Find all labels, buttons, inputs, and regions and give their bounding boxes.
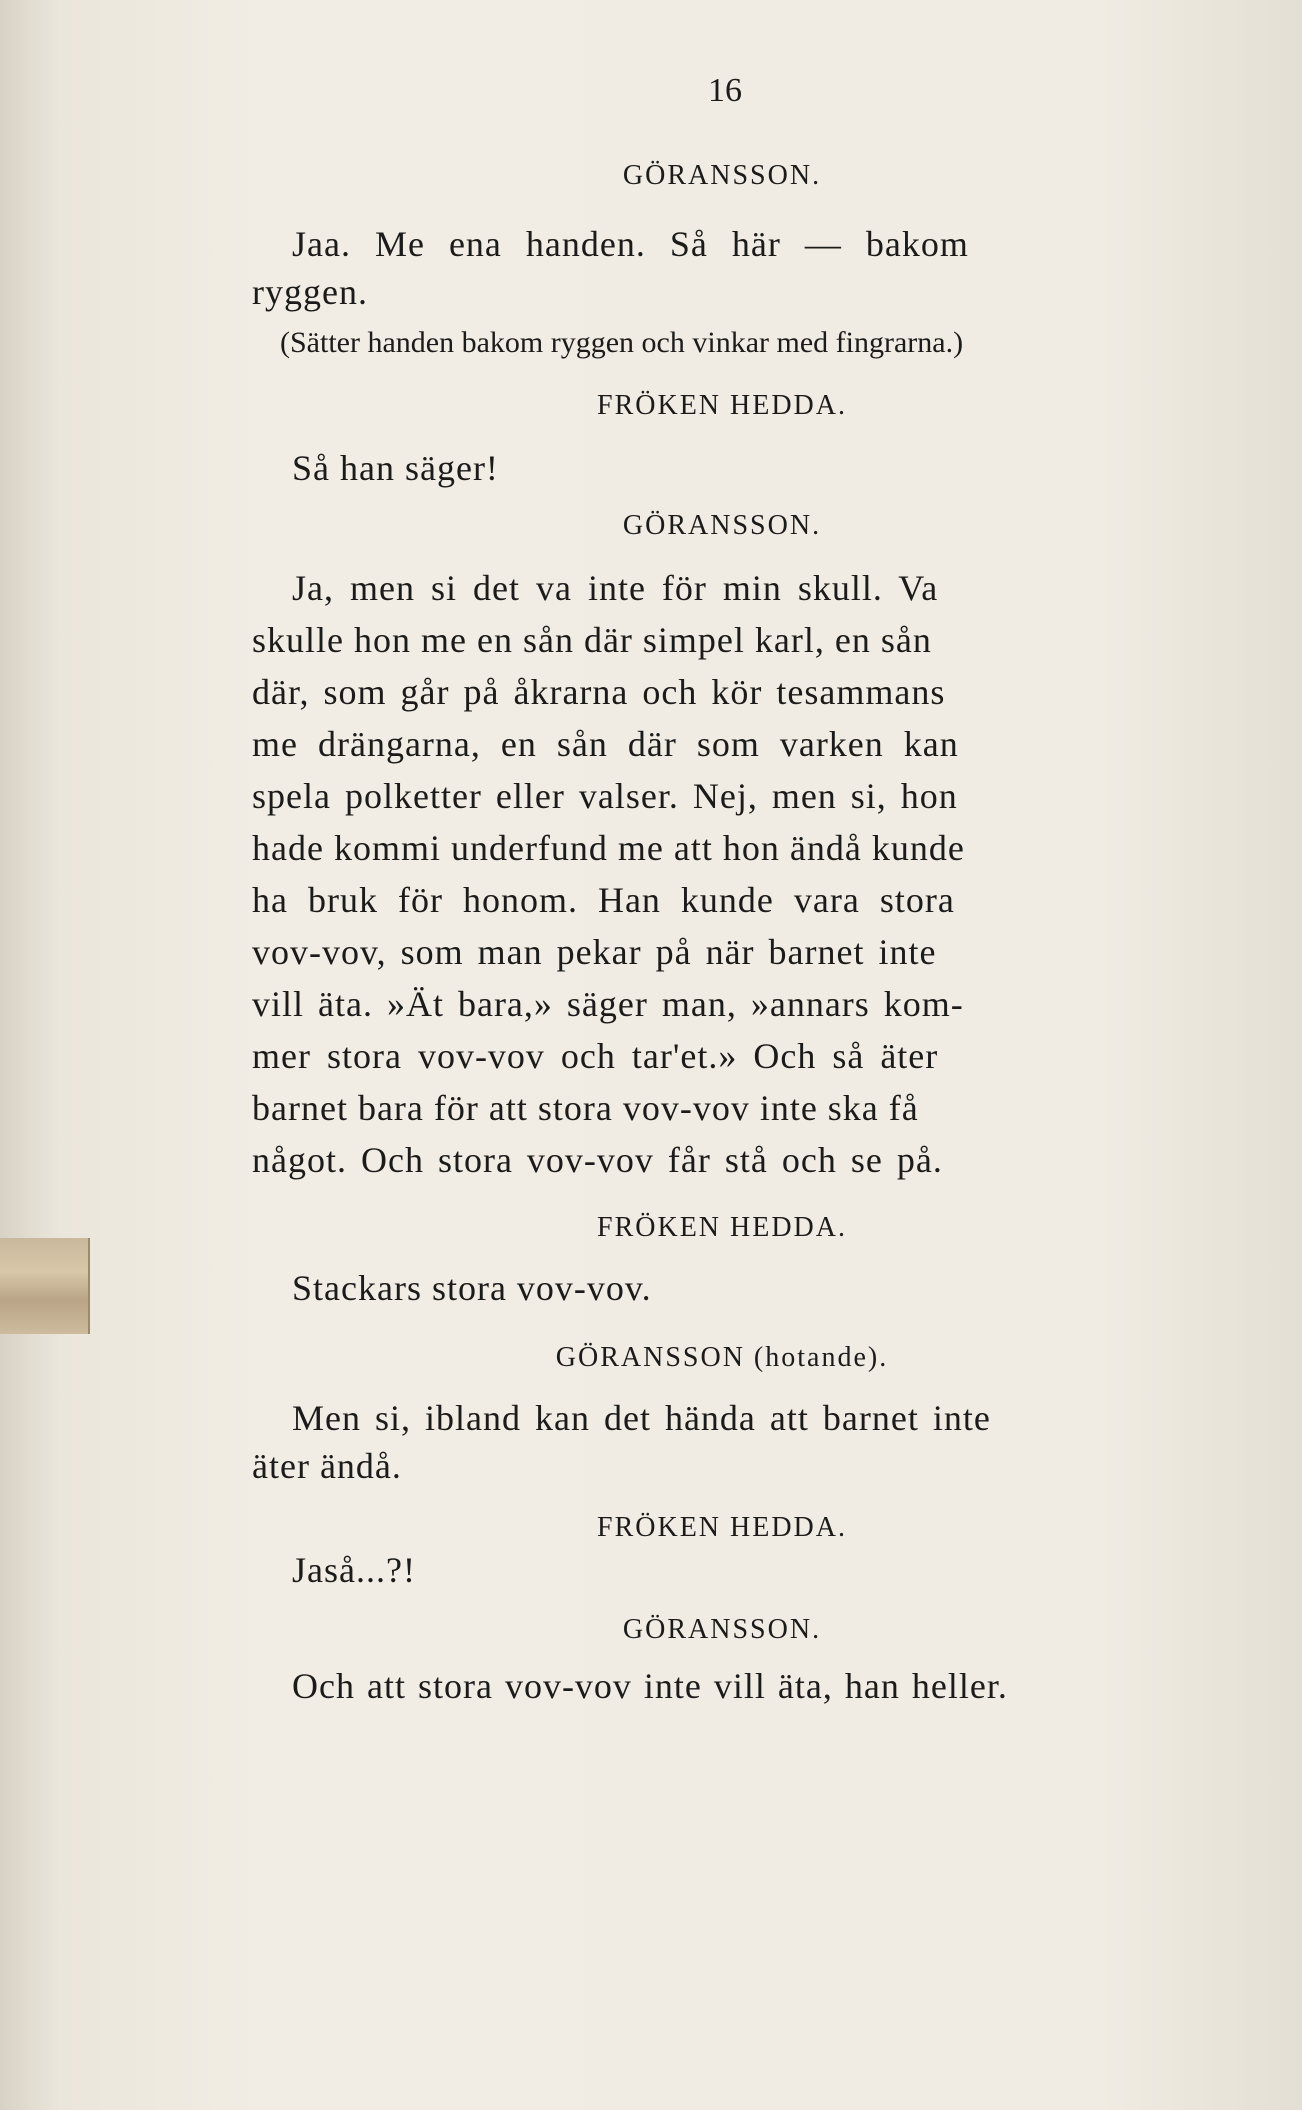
dialogue-paragraph: [252, 1544, 1192, 1596]
page-number: 16: [708, 72, 742, 109]
speaker-heading: FRÖKEN HEDDA.: [597, 1512, 847, 1543]
speaker-heading: GÖRANSSON (hotande).: [555, 1342, 889, 1373]
speaker-heading: GÖRANSSON.: [622, 510, 822, 541]
dialogue-line: ha bruk för honom. Han kunde vara stora: [252, 880, 955, 920]
dialogue-line: Så han säger!: [292, 448, 499, 488]
dialogue-line: något. Och stora vov-vov får stå och se på.: [252, 1140, 943, 1180]
dialogue-paragraph: [252, 1392, 1192, 1488]
dialogue-line: vov-vov, som man pekar på när barnet inte: [252, 932, 937, 972]
dialogue-line: me drängarna, en sån där som varken kan: [252, 724, 959, 764]
dialogue-paragraph: [252, 1262, 1192, 1314]
dialogue-line: mer stora vov-vov och tar'et.» Och så äter: [252, 1036, 939, 1076]
dialogue-line: äter ändå.: [252, 1446, 402, 1486]
dialogue-line: spela polketter eller valser. Nej, men si, hon: [252, 776, 958, 816]
dialogue-line: ryggen.: [252, 272, 368, 312]
dialogue-paragraph: [252, 442, 1192, 494]
dialogue-line: barnet bara för att stora vov-vov inte ska få: [252, 1088, 919, 1128]
dialogue-paragraph: [252, 562, 1192, 1186]
stage-direction: (Sätter handen bakom ryggen och vinkar med fingrarna.): [280, 326, 964, 359]
dialogue-line: vill äta. »Ät bara,» säger man, »annars kom-: [252, 984, 964, 1024]
dialogue-line: Men si, ibland kan det hända att barnet inte: [292, 1398, 991, 1438]
dialogue-line: Jaså...?!: [292, 1550, 416, 1590]
page-tab-marker: [0, 1238, 90, 1334]
dialogue-line: Jaa. Me ena handen. Så här — bakom: [292, 224, 969, 264]
dialogue-line: hade kommi underfund me att hon ändå kunde: [252, 828, 965, 868]
speaker-heading: GÖRANSSON.: [622, 160, 822, 191]
dialogue-line: Stackars stora vov-vov.: [292, 1268, 652, 1308]
speaker-heading: FRÖKEN HEDDA.: [597, 1212, 847, 1243]
dialogue-paragraph: [252, 1660, 1192, 1712]
speaker-heading: FRÖKEN HEDDA.: [597, 390, 847, 421]
dialogue-line: skulle hon me en sån där simpel karl, en sån: [252, 620, 932, 660]
dialogue-line: Ja, men si det va inte för min skull. Va: [292, 568, 939, 608]
dialogue-line: där, som går på åkrarna och kör tesammans: [252, 672, 946, 712]
speaker-heading: GÖRANSSON.: [622, 1614, 822, 1645]
dialogue-paragraph: [252, 218, 1192, 314]
dialogue-line: Och att stora vov-vov inte vill äta, han heller.: [292, 1666, 1008, 1706]
